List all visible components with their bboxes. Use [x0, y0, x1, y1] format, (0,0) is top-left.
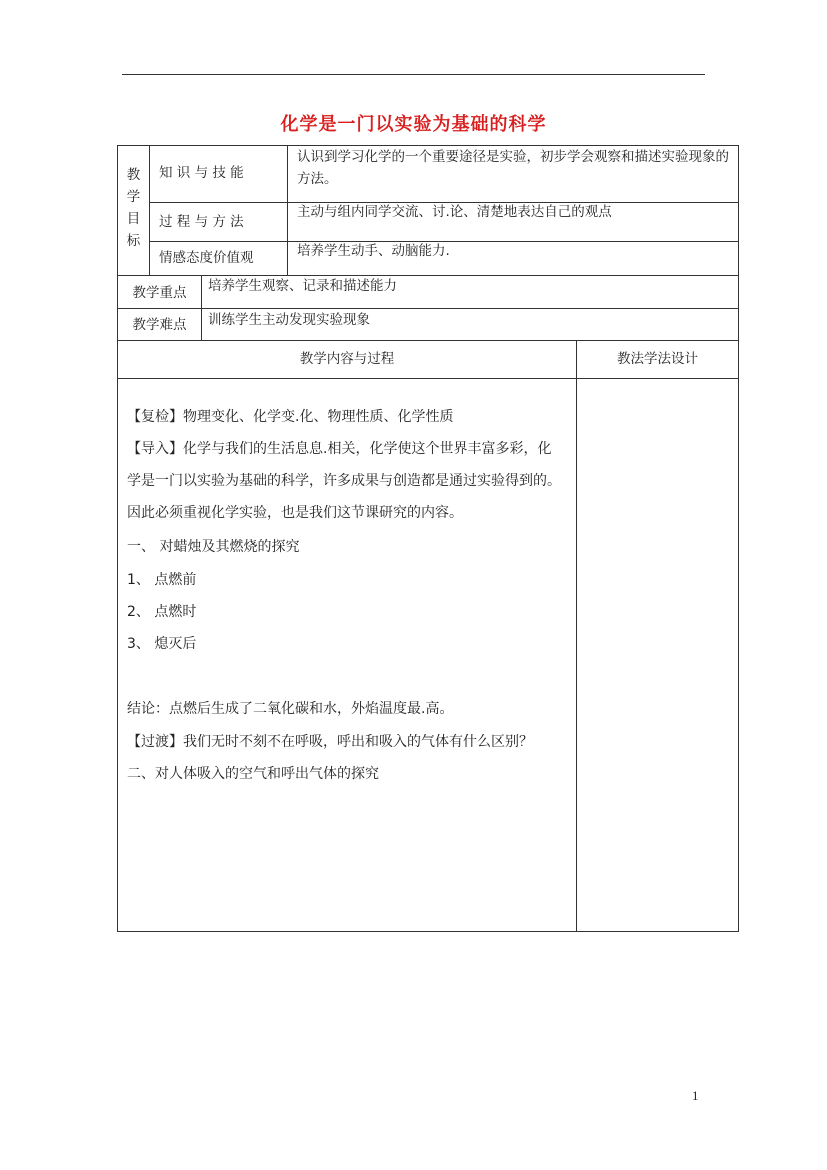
- page-title: 化学是一门以实验为基础的科学: [280, 114, 547, 135]
- conclusion-line: 结论：点燃后生成了二氧化碳和水，外焰温度最.高。: [127, 701, 454, 717]
- section-heading: 一、 对蜡烛及其燃烧的探究: [127, 539, 300, 555]
- content-header-right: 教法学法设计: [617, 351, 698, 367]
- objective-text-knowledge: 认识到学习化学的一个重要途径是实验，初步学会观察和描述实验现象的方法。: [297, 149, 729, 187]
- difficulty-text: 训练学生主动发现实验现象: [208, 312, 370, 328]
- objectives-label-char: 标: [126, 233, 141, 249]
- objectives-label-char: 教: [126, 167, 141, 183]
- objective-label-attitude: 情感态度价值观: [159, 250, 254, 266]
- list-item: 1、 点燃前: [127, 572, 197, 588]
- content-header-left: 教学内容与过程: [299, 351, 395, 367]
- list-item: 3、 熄灭后: [127, 636, 197, 652]
- objective-label-knowledge: 知 识 与 技 能: [159, 165, 244, 181]
- list-item: 2、 点燃时: [127, 604, 197, 620]
- difficulty-label: 教学难点: [132, 317, 187, 333]
- intro-line: 因此必须重视化学实验，也是我们这节课研究的内容。: [127, 505, 463, 521]
- header-rule: [122, 74, 705, 75]
- page-number: 1: [692, 1088, 699, 1103]
- objectives-label-char: 目: [126, 211, 141, 227]
- intro-line: 学是一门以实验为基础的科学，许多成果与创造都是通过实验得到的。: [127, 473, 561, 489]
- intro-line: 【导入】化学与我们的生活息息.相关，化学使这个世界丰富多彩，化: [127, 441, 552, 457]
- section-heading: 二、对人体吸入的空气和呼出气体的探究: [127, 766, 379, 782]
- key-point-label: 教学重点: [132, 285, 187, 301]
- objective-text-process: 主动与组内同学交流、讨.论、清楚地表达自己的观点: [297, 204, 612, 220]
- objective-text-attitude: 培养学生动手、动脑能力.: [297, 243, 450, 259]
- objectives-label-char: 学: [126, 189, 141, 205]
- objective-label-process: 过 程 与 方 法: [159, 214, 244, 230]
- review-line: 【复检】物理变化、化学变.化、物理性质、化学性质: [127, 409, 454, 425]
- key-point-text: 培养学生观察、记录和描述能力: [208, 278, 397, 294]
- transition-line: 【过渡】我们无时不刻不在呼吸，呼出和吸入的气体有什么区别？: [127, 734, 533, 750]
